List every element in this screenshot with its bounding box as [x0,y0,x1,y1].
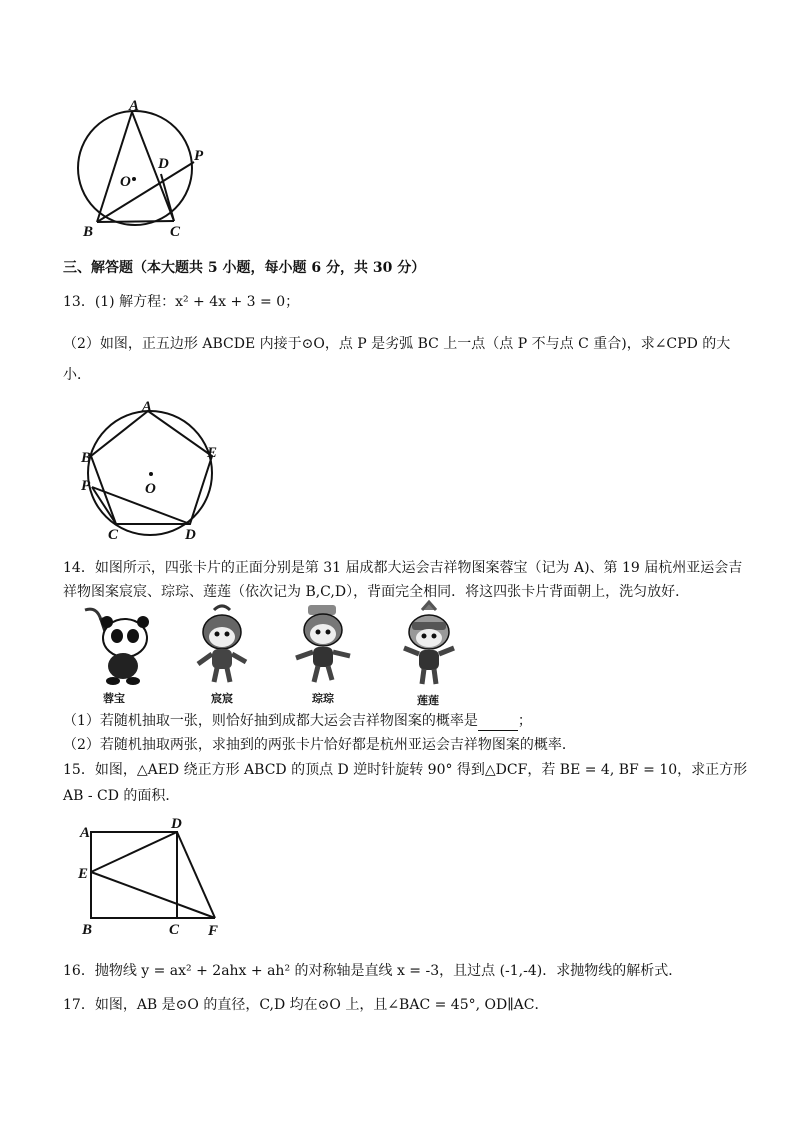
figure-square-rotation [75,812,235,942]
figure-circle-triangle [70,100,220,245]
fig1-label-o: O [120,174,131,190]
q14-sub1-text: （1）若随机抽取一张，则恰好抽到成都大运会吉祥物图案的概率是 [63,713,478,729]
fig1-label-b: B [83,224,94,240]
mascot-rongbao-image [75,606,155,686]
q13-line1: 13．(1) 解方程：x² + 4x + 3 = 0； [63,294,300,310]
fig1-label-a: A [129,98,140,114]
q17-line1: 17．如图，AB 是⊙O 的直径，C,D 均在⊙O 上，且∠BAC = 45°, OD∥AC． [63,997,549,1013]
fig3-label-a: A [80,825,91,841]
fig3-label-d: D [171,816,182,832]
q16-line1: 16．抛物线 y = ax² + 2ahx + ah² 的对称轴是直线 x = -3，且过点 (-1,-4)．求抛物线的解析式． [63,963,683,979]
q14-sub1-end: ； [517,713,532,729]
q13-line2: （2）如图，正五边形 ABCDE 内接于⊙O，点 P 是劣弧 BC 上一点（点 P 不与点 C 重合)，求∠CPD 的大 [63,336,731,352]
q14-line2: 祥物图案宸宸、琮琮、莲莲（依次记为 B,C,D），背面完全相同．将这四张卡片背面朝上，洗匀放好． [63,584,690,600]
q13-line3: 小． [63,367,91,383]
fig3-label-f: F [208,923,219,939]
q15-line1: 15．如图，△AED 绕正方形 ABCD 的顶点 D 逆时针旋转 90° 得到△DCF，若 BE = 4, BF = 10，求正方形 [63,762,748,778]
mascot-lianlian-image [398,604,460,688]
fig2-label-c: C [108,527,119,543]
mascot-chenchen-image [192,604,252,686]
fig1-label-c: C [170,224,181,240]
fig1-label-p: P [194,148,204,164]
fig2-label-d: D [185,527,196,543]
mascot-label-lianlian: 莲莲 [417,694,439,707]
figure-pentagon-circle [78,398,228,546]
q14-line1: 14．如图所示，四张卡片的正面分别是第 31 届成都大运会吉祥物图案蓉宝（记为 A)、第 19 届杭州亚运会吉 [63,560,743,576]
mascot-congcong-image [290,602,356,686]
fig2-label-b: B [81,450,92,466]
mascot-label-chenchen: 宸宸 [211,692,233,705]
section-3-heading: 三、解答题（本大题共 5 小题，每小题 6 分，共 30 分） [63,260,426,276]
fig3-label-e: E [78,866,89,882]
q14-sub2: （2）若随机抽取两张，求抽到的两张卡片恰好都是杭州亚运会吉祥物图案的概率． [63,737,576,753]
fig2-label-o: O [145,481,156,497]
mascot-label-rongbao: 蓉宝 [103,692,125,705]
fig2-label-e: E [207,445,218,461]
fig1-label-d: D [158,156,169,172]
q14-sub1 [63,711,532,731]
fig3-label-b: B [82,922,93,938]
mascot-label-congcong: 琮琮 [312,692,334,705]
answer-blank [478,716,518,731]
q15-line2: AB - CD 的面积． [63,788,180,804]
fig2-label-a: A [142,399,153,415]
fig2-label-p: P [81,478,91,494]
fig3-label-c: C [169,922,180,938]
